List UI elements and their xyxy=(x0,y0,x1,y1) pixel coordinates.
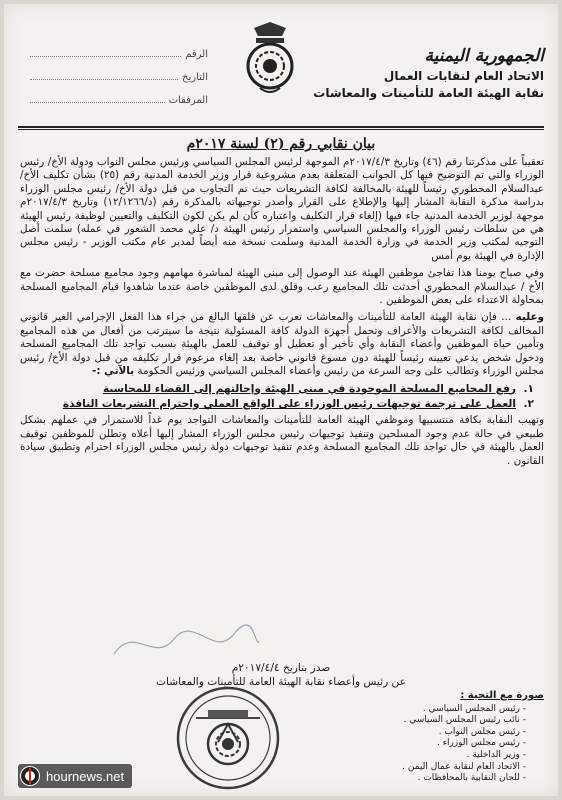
official-stamp-icon xyxy=(174,684,282,792)
demands-list xyxy=(20,383,544,412)
attachments-label: المرفقات xyxy=(168,95,208,106)
letter-fields xyxy=(30,48,208,117)
union-name: نقابة الهيئة العامة للتأمينات والمعاشات xyxy=(313,86,544,100)
federation-name: الاتحاد العام لنقابات العمال xyxy=(383,69,544,83)
site-watermark xyxy=(18,764,132,788)
union-emblem-icon xyxy=(242,18,298,100)
copy-recipient: - رئيس المجلس السياسي . xyxy=(304,704,526,716)
reference-label: الرقم xyxy=(185,49,208,60)
watermark-text: hournews.net xyxy=(46,768,125,784)
copy-recipient: - رئيس مجلس الوزراء . xyxy=(304,738,526,750)
paragraph-4: وتهيب النقابة بكافة منتسبيها وموظفي الهيئة العامة للتأمينات والمعاشات التواجد يوم غداً للاستمرار في عملهم بشكل طبيعي في حالة عدم وجود المسلحين وتنفيذ توجيهات رئيس مجلس الوزراء المشار إليها أعلاه وتطلن للموظفين توقيف العمل بالهيئة في حال تواجد تلك المجاميع المسلحة وعدم تنفيذ توجيهات دولة رئيس مجلس الوزراء احترام وتطبيق سيادة القانون . xyxy=(20,414,544,467)
copies-heading: صورة مع التحية : xyxy=(460,690,544,701)
copies-list xyxy=(304,690,544,785)
copy-recipient: - رئيس مجلس النواب . xyxy=(304,727,526,739)
issuer-line: عن رئيس وأعضاء نقابة الهيئة العامة للتأمينات والمعاشات xyxy=(156,676,406,688)
date-label: التاريخ xyxy=(182,72,208,83)
paragraph-3-text: ... فإن نقابة الهيئة العامة للتأمينات والمعاشات تعرب عن قلقها البالغ من جراء هذا الفعل الإجرامي الغير قانوني المخالف لكافة التشريعات والأعراف وتحمل أجهزة الدولة كافة المسئولية نتيجة ما سيترتب من أفعال من هذه المجاميع وتأمين حياة الموظفين وأعضاء النقابة وأي تأخير أو تعطيل أو توقيف للعمل بالهيئة بسبب تواجد تلك المجاميع المسلحة ودخول شخص يدعي تعيينه رئيساً للهيئة دون مسوغ قانوني خاصة بعد إلغاء مزعوم قرار تكليفه من قبل دولة الأخ/ رئيس مجلس الوزراء وتطالب على وجه السرعة من رئيس وأعضاء المجلس السياسي ورئيس الحكومة xyxy=(20,311,544,378)
paragraph-3-tail: بالآتي :- xyxy=(92,365,135,378)
statement-body xyxy=(20,156,544,472)
alaih-word: وعليه xyxy=(515,311,544,324)
demand-item: ٢.العمل على ترجمة توجيهات رئيس الوزراء على الواقع العملي واحترام التشريعات النافذة xyxy=(62,397,534,410)
watermark-logo-icon xyxy=(20,766,40,786)
date-field xyxy=(30,71,208,83)
issue-date: صدر بتاريخ ٢٠١٧/٤/٤م xyxy=(231,662,331,674)
statement-title: بيان نقابي رقم (٢) لسنة ٢٠١٧م xyxy=(186,136,376,152)
paragraph-2: وفي صباح يومنا هذا تفاجئ موظفين الهيئة عند الوصول إلى مبنى الهيئة لمباشرة مهامهم وجود مجاميع مسلحة حضرت مع الأخ / عبدالسلام المحطوري أحدثت تلك المجاميع رعب وقلق لدى الموظفين خاصة عندما شاهدوا قيام المجاميع المسلحة بمحاولة الاعتداء على بعض الموظفين . xyxy=(20,267,544,307)
paragraph-3 xyxy=(20,311,544,378)
paragraph-1: تعقيباً على مذكرتنا رقم (٤٦) وتاريخ ٢٠١٧/٤/٣م الموجهة لرئيس المجلس السياسي ورئيس مجلس النواب ودولة الأخ/ رئيس الوزراء والتي تم التوضيح فيها كل الجوانب المتعلقة بعدم مشروعية قرار وزير الخدمة المدنية رقم (٢٥) بشأن تكليف الأخ/ عبدالسلام المحطوري رئيساً للهيئة بالمخالفة لكافة التشريعات حيث تم التجاوب من قبل دولة الأخ/ رئيس مجلس الوزراء بدراسة مذكرة النقابة المشار إليها والإطلاع على القرار وأصدر توجيهاته بالمذكرة رقم (د/١٢/١٢٦٦) وتاريخ ٢٠١٧/٤/٣م موجهة لوزير الخدمة المدنية جاء فيها (إلغاء قرار التكليف واعتباره كأن لم يكن لكون التكليف والتعيين لوظيفة رئيس الهيئة هي من سلطات رئيس الوزراء والمجلس السياسي واستمرار رئيس الهيئة د/ علي محمد الشعور في عمله) سلمت أصل التوجيه لمكتب وزير الخدمة في وزارة الخدمة المدنية وسلمت نسخة منه أيضاً لمدير عام مكتب الوزير - رئيس مجلس الإدارة في الهيئة يوم أمس xyxy=(20,156,544,262)
reference-field xyxy=(30,48,208,60)
demand-item: ١.رفع المجاميع المسلحة الموجودة في مبنى الهيئة وإحالتهم إلى القضاء للمحاسبة xyxy=(102,382,534,395)
document-page xyxy=(4,4,558,796)
copy-recipient: - الاتحاد العام لنقابة عمال اليمن . xyxy=(304,762,526,774)
header-divider-thin xyxy=(18,129,544,130)
letterhead-org xyxy=(313,46,544,100)
copy-recipient: - للجان النقابية بالمحافظات . xyxy=(304,773,526,785)
republic-name: الجمهورية اليمنية xyxy=(424,46,544,66)
copy-recipient: - وزير الداخلية . xyxy=(304,750,526,762)
header-divider xyxy=(18,126,544,128)
copy-recipient: - نائب رئيس المجلس السياسي . xyxy=(304,715,526,727)
attachments-field xyxy=(30,94,208,106)
